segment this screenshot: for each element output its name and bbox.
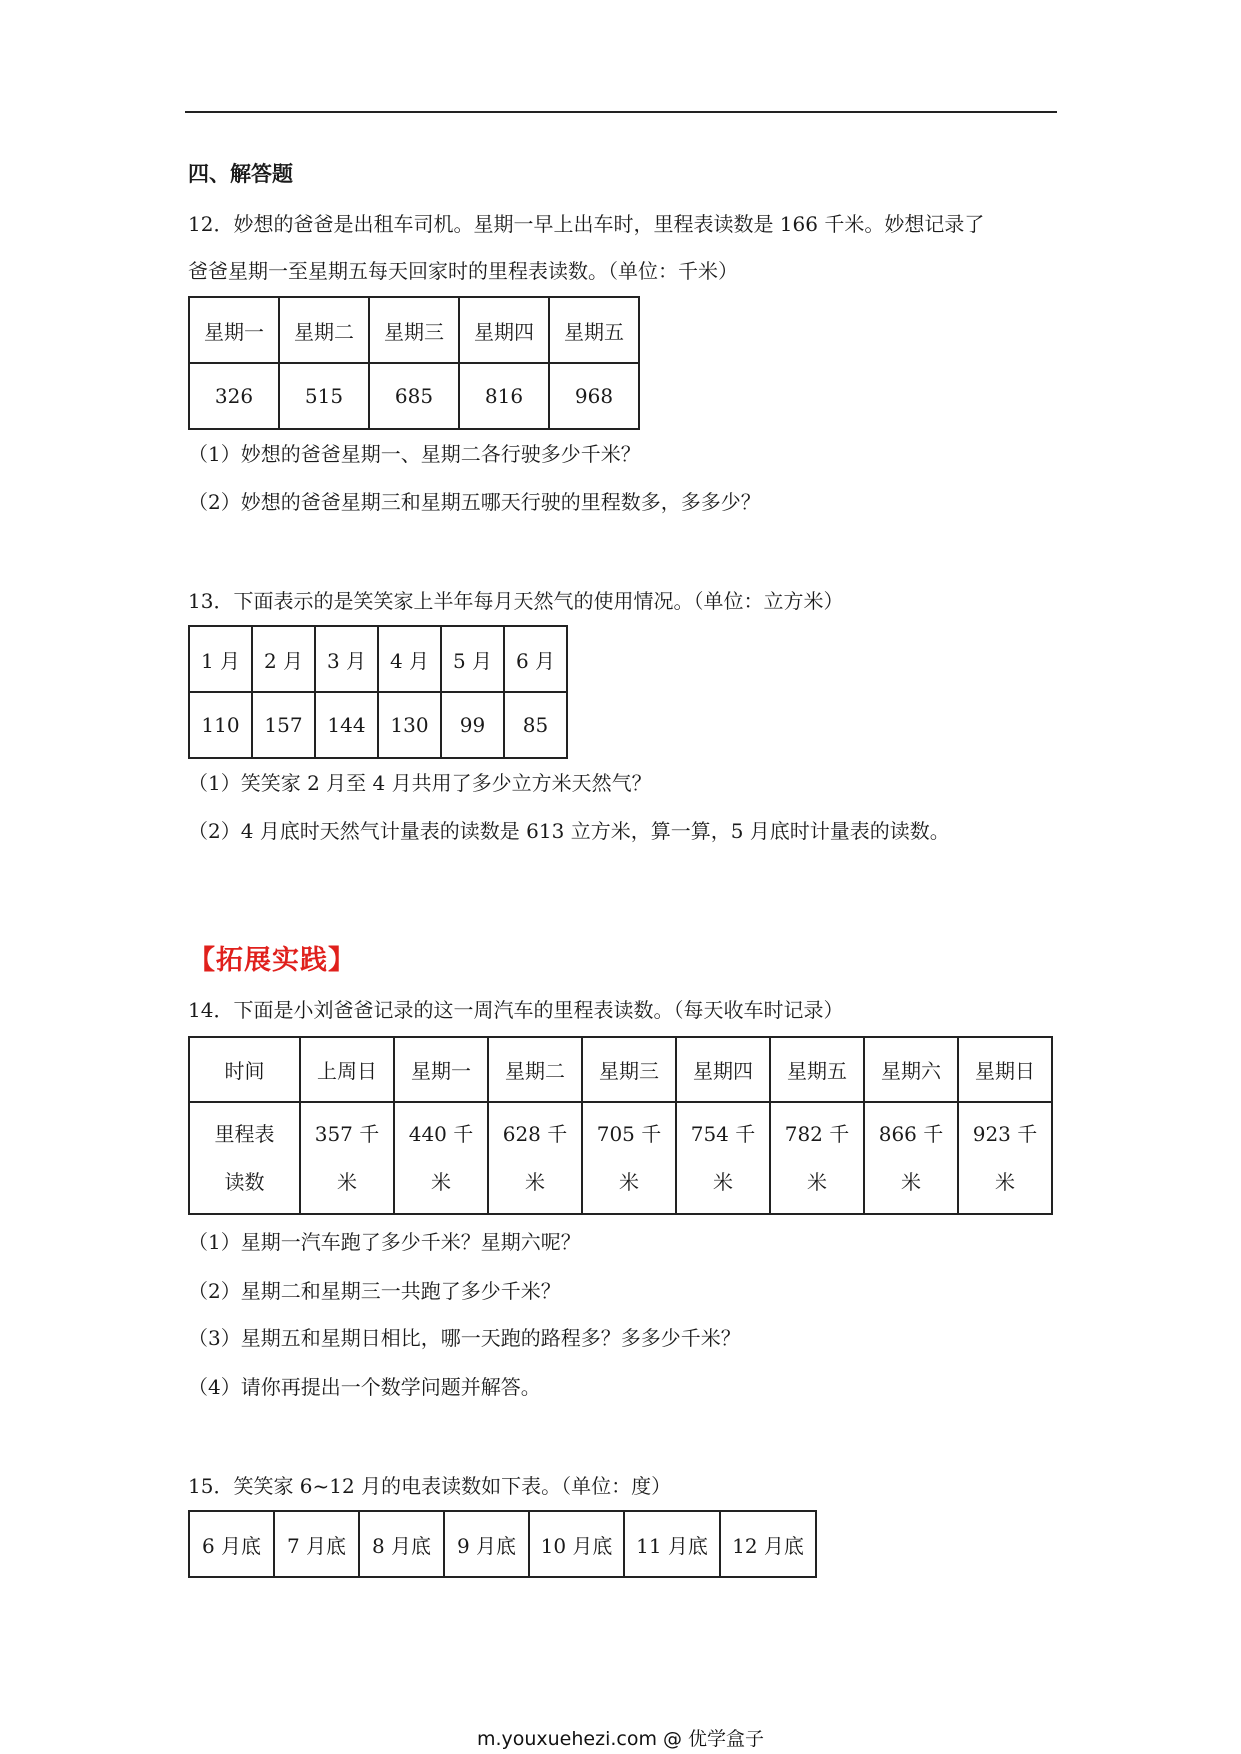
q14-row-label [189, 1102, 300, 1214]
q12-sub2: （2）妙想的爸爸星期三和星期五哪天行驶的里程数多，多多少？ [188, 490, 761, 514]
q12-header-cell: 星期一 [189, 297, 279, 363]
q14-value-cell: 923 千 米 [958, 1102, 1052, 1214]
q14-value-cell: 782 千 米 [770, 1102, 864, 1214]
q13-header-cell: 5 月 [441, 626, 504, 692]
q13-value-cell: 144 [315, 692, 378, 758]
q14-table [188, 1036, 1053, 1215]
q14-header-cell: 星期五 [770, 1037, 864, 1102]
q13-table [188, 625, 568, 759]
q14-header-cell: 星期六 [864, 1037, 958, 1102]
q15-table [188, 1510, 817, 1578]
q14-header-cell: 星期日 [958, 1037, 1052, 1102]
q14-row-label-line2: 读数 [224, 1170, 265, 1194]
q12-sub1: （1）妙想的爸爸星期一、星期二各行驶多少千米？ [188, 442, 641, 466]
q13-header-cell: 3 月 [315, 626, 378, 692]
section-title: 四、解答题 [188, 162, 293, 186]
q15-line1: 15．笑笑家 6~12 月的电表读数如下表。（单位：度） [188, 1474, 672, 1498]
q12-value-cell: 326 [189, 363, 279, 429]
q14-sub1: （1）星期一汽车跑了多少千米？星期六呢？ [188, 1230, 581, 1254]
q14-header-label: 时间 [189, 1037, 300, 1102]
q13-value-cell: 110 [189, 692, 252, 758]
q15-header-cell: 9 月底 [444, 1511, 529, 1577]
q12-value-cell: 816 [459, 363, 549, 429]
q12-header-cell: 星期四 [459, 297, 549, 363]
q14-value-cell: 628 千 米 [488, 1102, 582, 1214]
q14-header-cell: 星期二 [488, 1037, 582, 1102]
q14-header-cell: 上周日 [300, 1037, 394, 1102]
q15-header-cell: 6 月底 [189, 1511, 274, 1577]
q13-header-cell: 4 月 [378, 626, 441, 692]
q14-value-cell: 440 千 米 [394, 1102, 488, 1214]
q12-value-cell: 968 [549, 363, 639, 429]
q15-header-cell: 11 月底 [624, 1511, 720, 1577]
q12-value-cell: 515 [279, 363, 369, 429]
q14-value-cell: 754 千 米 [676, 1102, 770, 1214]
q13-value-cell: 157 [252, 692, 315, 758]
q14-sub4: （4）请你再提出一个数学问题并解答。 [188, 1375, 541, 1399]
q13-sub1: （1）笑笑家 2 月至 4 月共用了多少立方米天然气？ [188, 771, 652, 795]
q14-value-cell: 705 千 米 [582, 1102, 676, 1214]
q12-header-cell: 星期三 [369, 297, 459, 363]
q14-value-cell: 866 千 米 [864, 1102, 958, 1214]
q14-line1: 14．下面是小刘爸爸记录的这一周汽车的里程表读数。（每天收车时记录） [188, 998, 844, 1022]
q14-sub3: （3）星期五和星期日相比，哪一天跑的路程多？多多少千米？ [188, 1326, 741, 1350]
q15-header-cell: 8 月底 [359, 1511, 444, 1577]
q13-value-cell: 99 [441, 692, 504, 758]
q13-header-cell: 1 月 [189, 626, 252, 692]
q14-header-cell: 星期一 [394, 1037, 488, 1102]
q13-sub2: （2）4 月底时天然气计量表的读数是 613 立方米，算一算，5 月底时计量表的读数。 [188, 819, 950, 843]
q13-line1: 13．下面表示的是笑笑家上半年每月天然气的使用情况。（单位：立方米） [188, 589, 844, 613]
q12-header-cell: 星期五 [549, 297, 639, 363]
extension-heading: 【拓展实践】 [188, 945, 356, 976]
q13-value-cell: 130 [378, 692, 441, 758]
q12-line2: 爸爸星期一至星期五每天回家时的里程表读数。（单位：千米） [188, 259, 738, 283]
q13-value-cell: 85 [504, 692, 567, 758]
q14-header-cell: 星期四 [676, 1037, 770, 1102]
q14-value-cell: 357 千 米 [300, 1102, 394, 1214]
q13-header-cell: 6 月 [504, 626, 567, 692]
header-rule [185, 111, 1057, 113]
footer-watermark: m.youxuehezi.com @ 优学盒子 [476, 1728, 765, 1750]
q14-sub2: （2）星期二和星期三一共跑了多少千米？ [188, 1279, 561, 1303]
q12-header-cell: 星期二 [279, 297, 369, 363]
q15-header-cell: 7 月底 [274, 1511, 359, 1577]
q12-table [188, 296, 640, 430]
q15-header-cell: 10 月底 [529, 1511, 624, 1577]
q14-header-cell: 星期三 [582, 1037, 676, 1102]
q15-header-cell: 12 月底 [720, 1511, 816, 1577]
q12-line1: 12．妙想的爸爸是出租车司机。星期一早上出车时，里程表读数是 166 千米。妙想记录了 [188, 212, 985, 236]
q12-value-cell: 685 [369, 363, 459, 429]
q14-row-label-line1: 里程表 [214, 1122, 275, 1146]
q13-header-cell: 2 月 [252, 626, 315, 692]
